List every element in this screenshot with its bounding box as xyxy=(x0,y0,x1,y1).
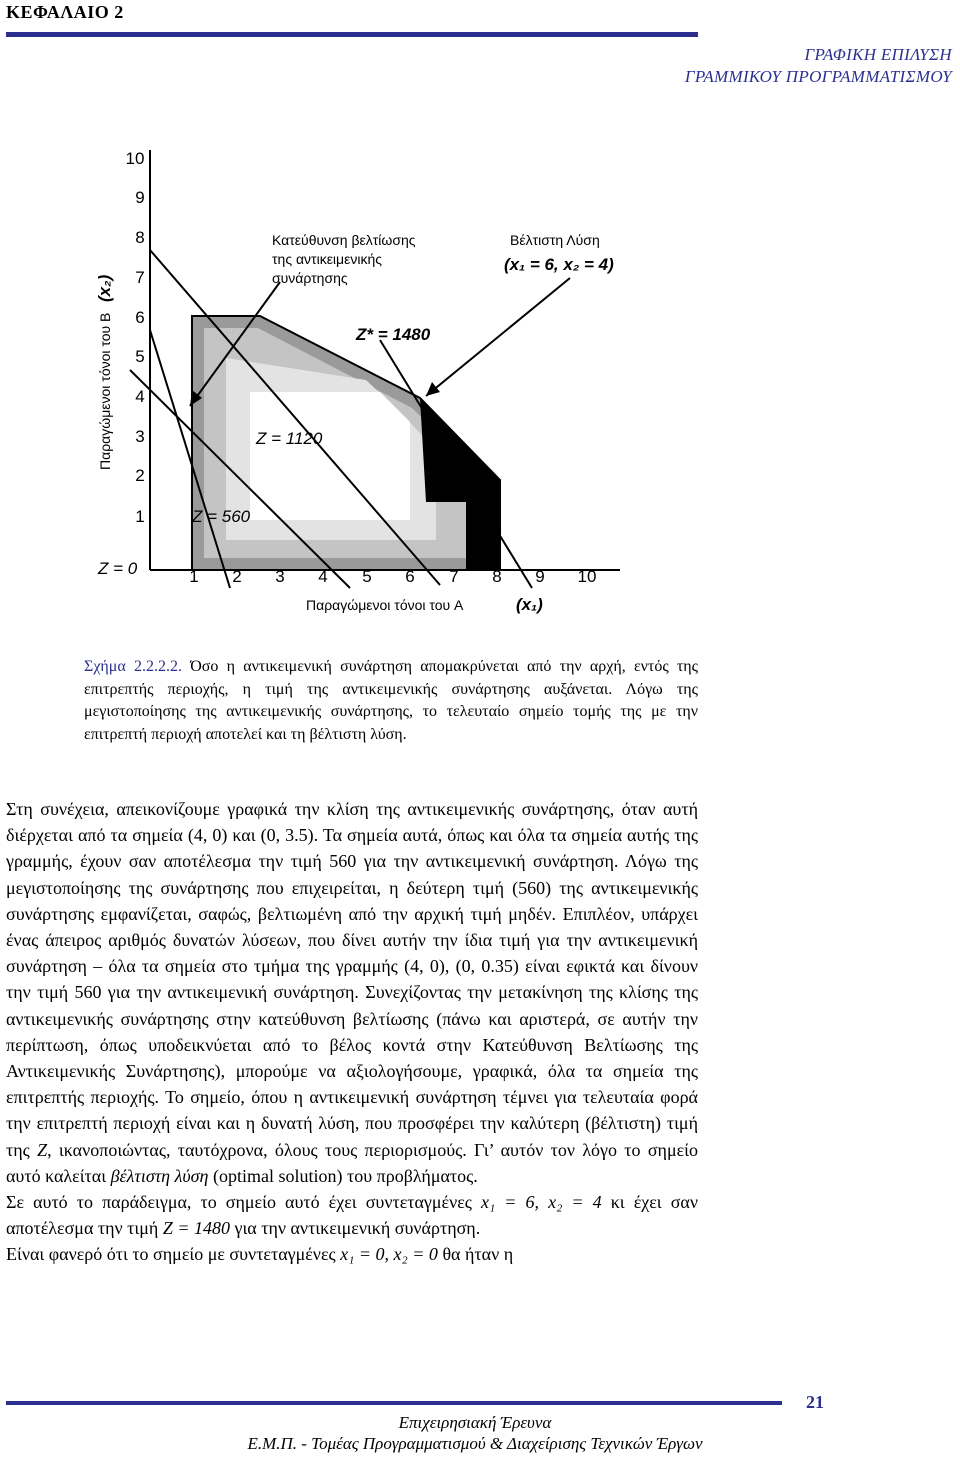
y-tick-8: 8 xyxy=(135,228,145,247)
x-tick-3: 3 xyxy=(275,567,285,586)
x-tick-9: 9 xyxy=(535,567,545,586)
optimal-label-line2: (x₁ = 6, x₂ = 4) xyxy=(504,255,614,274)
direction-label-line2: της αντικειμενικής xyxy=(272,251,382,267)
y-tick-6: 6 xyxy=(135,308,145,327)
lp-graph-figure xyxy=(80,130,640,630)
footer-line1: Επιχειρησιακή Έρευνα xyxy=(398,1413,552,1432)
p1-term: βέλτιστη λύση xyxy=(110,1165,209,1186)
x-axis-var: (x₁) xyxy=(516,595,543,614)
x-tick-6: 6 xyxy=(405,567,415,586)
x-tick-4: 4 xyxy=(318,567,328,586)
page-number: 21 xyxy=(806,1392,824,1412)
header-rule xyxy=(6,32,698,37)
y-tick-5: 5 xyxy=(135,347,145,366)
y-tick-10: 10 xyxy=(125,149,145,168)
optimal-arrowhead xyxy=(426,382,440,396)
y-tick-2: 2 xyxy=(135,466,145,485)
section-title-line2: ΓΡΑΜΜΙΚΟΥ ΠΡΟΓΡΑΜΜΑΤΙΣΜΟΥ xyxy=(684,67,952,86)
region-block xyxy=(466,502,500,570)
p2-math: x₁ = 6, x₂ = 4 xyxy=(480,1192,602,1213)
section-title-line1: ΓΡΑΦΙΚΗ ΕΠΙΛΥΣΗ xyxy=(804,45,952,64)
p2-b: κι έχει σαν αποτέλεσμα την τιμή xyxy=(6,1192,698,1239)
label-z1120: Z = 1120 xyxy=(256,429,323,448)
x-tick-7: 7 xyxy=(449,567,459,586)
x-tick-8: 8 xyxy=(492,567,502,586)
label-z560: Z = 560 xyxy=(192,507,251,526)
p3-a: Είναι φανερό ότι το σημείο με συντεταγμένες xyxy=(6,1244,336,1265)
x-tick-1: 1 xyxy=(189,567,199,586)
chapter-label: ΚΕΦΑΛΑΙΟ 2 xyxy=(6,2,124,22)
p1-end: , ικανοποιώντας, ταυτόχρονα, όλους τους περιορισμούς. Γι’ αυτόν τον λόγο το σημείο αυτό καλείται xyxy=(6,1139,699,1186)
p2-math2: Z = 1480 xyxy=(162,1218,230,1239)
label-zstar: Z* = 1480 xyxy=(356,325,431,344)
paragraph-3 xyxy=(6,1241,698,1267)
optimal-arrow xyxy=(426,278,570,396)
y-tick-9: 9 xyxy=(135,188,145,207)
p1-tail: (optimal solution) του προβλήματος. xyxy=(212,1165,478,1186)
footer-rule xyxy=(6,1401,782,1405)
x-tick-5: 5 xyxy=(362,567,372,586)
x-tick-10: 10 xyxy=(577,567,597,586)
p1-var: Z xyxy=(37,1139,48,1160)
caption-label: Σχήμα 2.2.2.2. xyxy=(84,658,182,675)
y-axis-label: Παραγώμενοι τόνοι του B xyxy=(97,312,113,470)
direction-label-line1: Κατεύθυνση βελτίωσης xyxy=(272,232,416,248)
p2-a: Σε αυτό το παράδειγμα, το σημείο αυτό έχει συντεταγμένες xyxy=(6,1192,472,1213)
y-tick-1: 1 xyxy=(135,507,145,526)
footer-line2: Ε.Μ.Π. - Τομέας Προγραμματισμού & Διαχείρισης Τεχνικών Έργων xyxy=(247,1434,703,1453)
section-title xyxy=(685,44,952,88)
body-text xyxy=(6,796,698,1268)
caption-text: Όσο η αντικειμενική συνάρτηση απομακρύνεται από την αρχή, εντός της επιτρεπτής περιοχής, η τιμή της αντικειμενικής συνάρτησης αυξάνεται. Λόγω της μεγιστοποίησης της αντικειμενικής συνάρτησης, το τελευταίο σημείο τομής της με την επιτρεπτή περιοχή αποτελεί και τη βέλτιστη λύση. xyxy=(84,658,699,743)
p3-b: θα ήταν η xyxy=(442,1244,514,1265)
paragraph-2 xyxy=(6,1189,698,1241)
x-tick-2: 2 xyxy=(232,567,242,586)
feasible-region-core xyxy=(250,392,410,520)
y-tick-labels xyxy=(126,149,145,526)
optimal-label-line1: Βέλτιστη Λύση xyxy=(510,232,600,248)
y-axis-var: (x₂) xyxy=(95,274,114,302)
p2-c: για την αντικειμενική συνάρτηση. xyxy=(234,1218,481,1239)
p1-text: Στη συνέχεια, απεικονίζουμε γραφικά την κλίση της αντικειμενικής συνάρτησης, όταν αυτή διέρχεται από τα σημεία (4, 0) και (0, 3.5). Τα σημεία αυτά, όπως και όλα τα σημεία αυτής της γραμμής, έχουν σαν αποτέλεσμα την τιμή 560 για την αντικειμενική συνάρτηση. Λόγω της μεγιστοποίησης της συνάρτησης που επιχειρείται, η δεύτερη τιμή (560) της αντικειμενικής συνάρτησης εμφανίζεται, σαφώς, βελτιωμένη από την αρχική τιμή μηδέν. Επιπλέον, υπάρχει ένας άπειρος αριθμός δυνατών λύσεων, που δίνει αυτήν την ίδια τιμή για την αντικειμενική συνάρτηση – όλα τα σημεία στο τμήμα της γραμμής (4, 0), (0, 0.35) είναι εφικτά και δίνουν την τιμή 560 για την αντικειμενική συνάρτηση. Συνεχίζοντας την μετακίνηση της κλίσης της αντικειμενικής συνάρτησης στην κατεύθυνση βελτίωσης (πάνω και αριστερά, σε αυτήν την περίπτωση, όπως υποδεικνύεται από το βέλος κοντά στην Κατεύθυνση Βελτίωσης της Αντικειμενικής Συνάρτησης), μπορούμε να αξιολογήσουμε, γραφικά, όλα τα σημεία της επιτρεπτής περιοχής. Το σημείο, όπου η αντικειμενική συνάρτηση τέμνει για τελευταία φορά την επιτρεπτή περιοχή είναι και η δυνατή λύση, που προσφέρει την καλύτερη (βέλτιστη) τιμή της xyxy=(6,799,698,1160)
label-z0: Z = 0 xyxy=(98,559,138,578)
direction-label-line3: συνάρτησης xyxy=(272,270,348,286)
y-tick-4: 4 xyxy=(135,387,145,406)
x-axis-label: Παραγώμενοι τόνοι του A xyxy=(306,597,464,613)
paragraph-1 xyxy=(6,796,698,1189)
y-tick-3: 3 xyxy=(135,427,145,446)
p3-math: x₁ = 0, x₂ = 0 xyxy=(340,1244,438,1265)
figure-caption xyxy=(84,656,698,746)
y-tick-7: 7 xyxy=(135,268,145,287)
